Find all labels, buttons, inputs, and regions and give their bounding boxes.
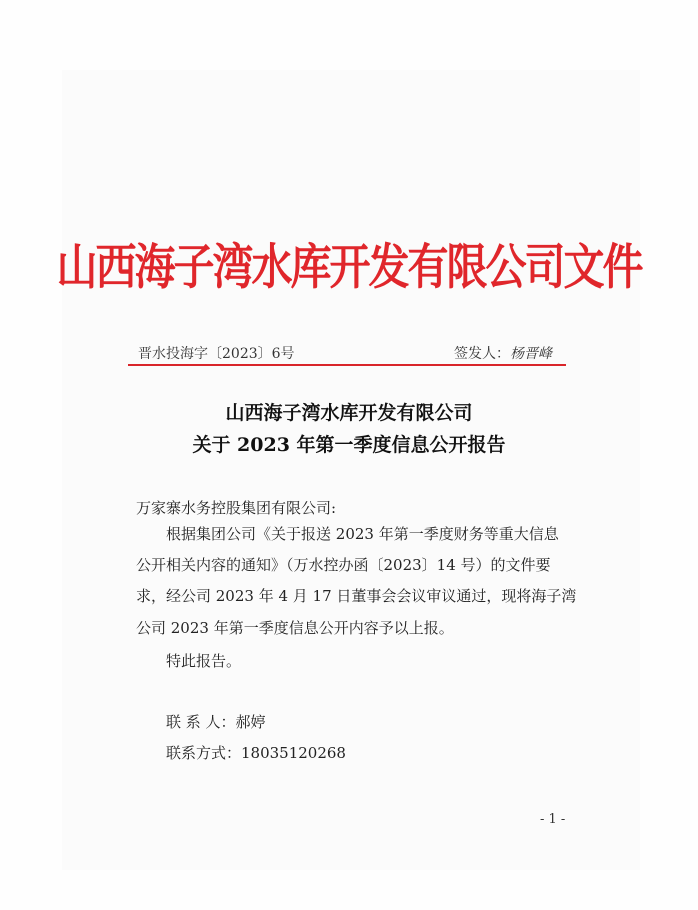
contact-phone: 联系方式：18035120268 [166,744,346,762]
paragraph-line: 求，经公司 2023 年 4 月 17 日董事会会议审议通过，现将海子湾 [136,587,577,605]
contact-person: 联 系 人：郝婷 [166,713,266,731]
signer-label: 签发人： [454,346,510,362]
signer-name: 杨晋峰 [510,346,552,362]
red-divider-line [128,364,566,366]
scan-area [62,70,640,870]
document-number: 晋水投海字〔2023〕6号 [138,346,295,362]
report-title-line-1: 山西海子湾水库开发有限公司 [225,402,473,424]
closing-line: 特此报告。 [166,652,242,670]
page-number: - 1 - [540,812,566,827]
document-header-title: 山西海子湾水库开发有限公司文件 [56,238,642,296]
paragraph-line: 公开相关内容的通知》（万水控办函〔2023〕14 号）的文件要 [136,556,551,574]
paragraph-line: 根据集团公司《关于报送 2023 年第一季度财务等重大信息 [166,525,559,543]
signer-line [454,343,552,363]
report-title-line-2: 关于 2023 年第一季度信息公开报告 [192,434,506,456]
recipient-line: 万家寨水务控股集团有限公司: [136,499,337,517]
paragraph-line: 公司 2023 年第一季度信息公开内容予以上报。 [136,619,454,637]
